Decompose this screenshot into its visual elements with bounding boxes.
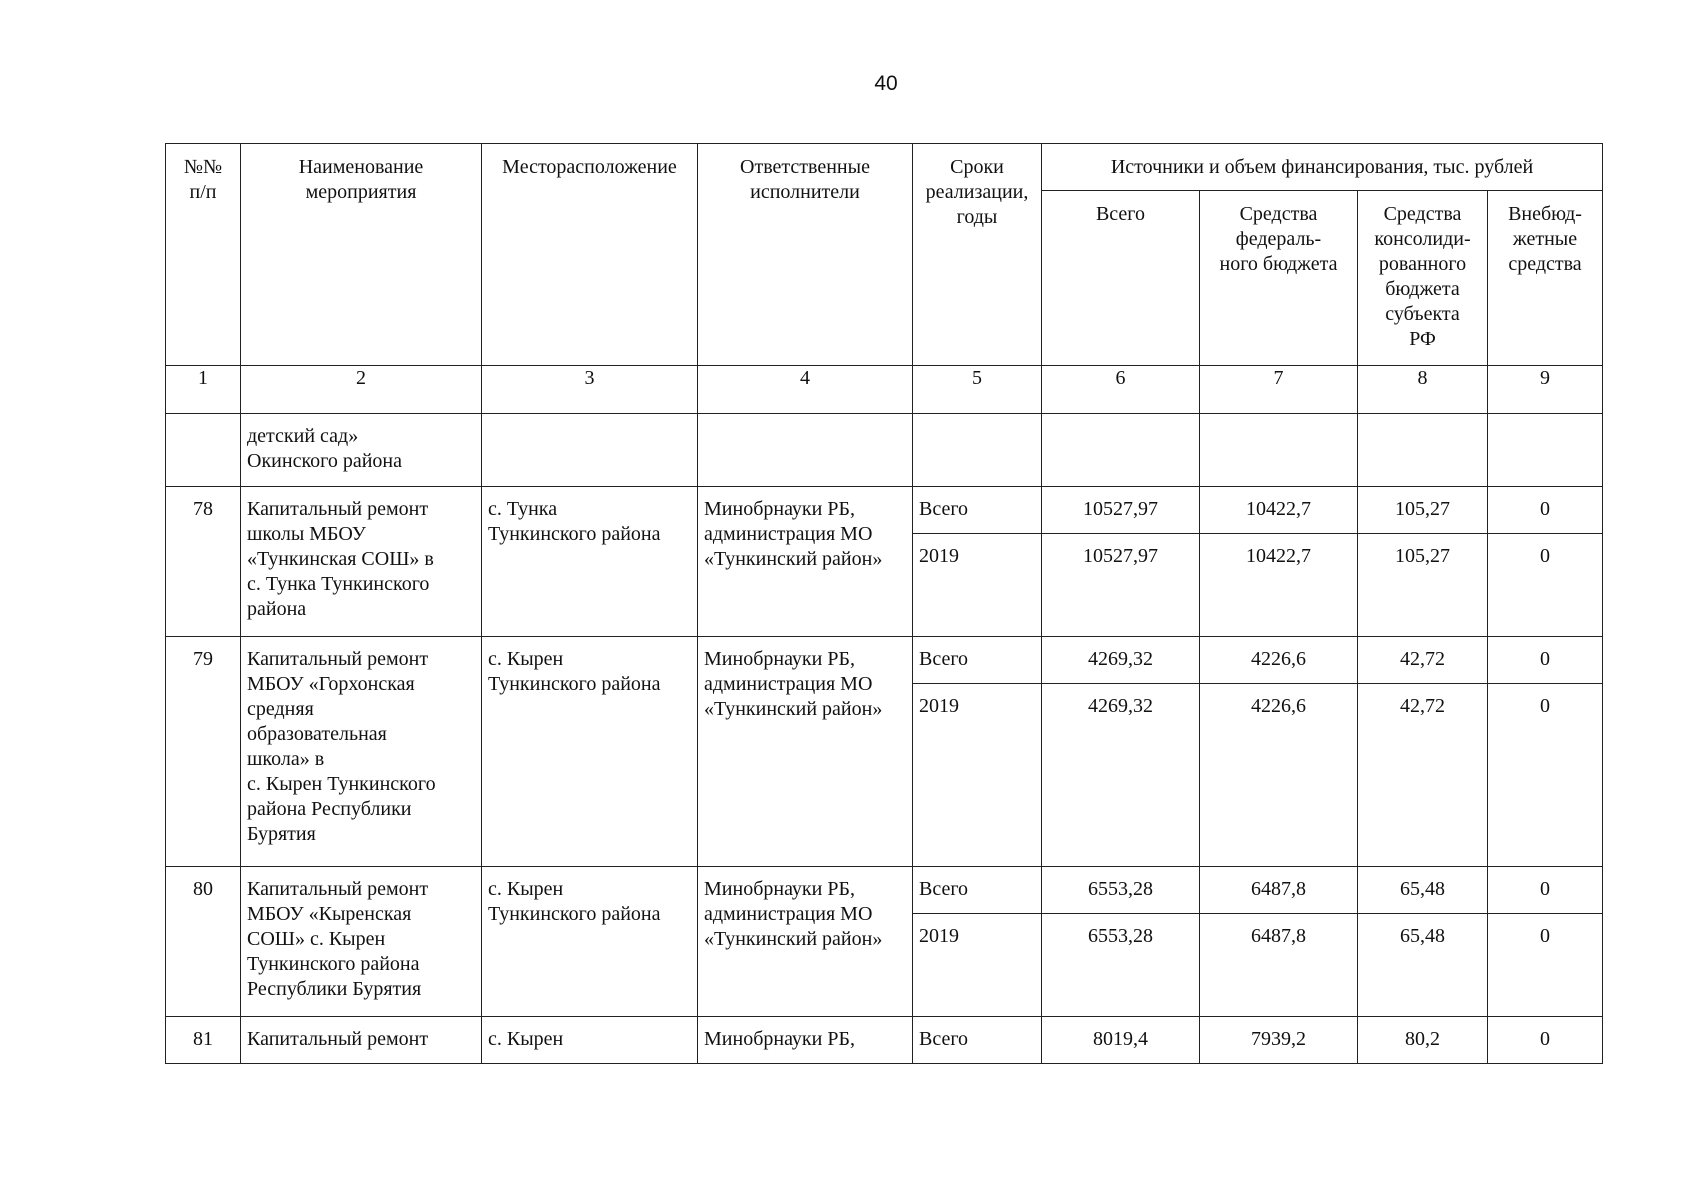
- text-line: Капитальный ремонт: [247, 648, 429, 670]
- text-line: Республики Бурятия: [247, 978, 422, 1000]
- column-number: 4: [698, 366, 913, 414]
- header-number: [166, 144, 241, 366]
- text-line: детский сад»: [247, 425, 359, 447]
- text-line: администрация МО: [704, 673, 873, 695]
- column-number: 3: [482, 366, 698, 414]
- event-location: [482, 867, 698, 1017]
- extrabudget-cell: 0: [1488, 637, 1603, 684]
- header-location: [482, 144, 698, 366]
- column-numbers-row: [166, 366, 1603, 414]
- text-line: с. Кырен: [488, 878, 564, 900]
- row-number: 78: [166, 487, 241, 637]
- event-executors: [698, 867, 913, 1017]
- text-line: «Тункинский район»: [704, 698, 883, 720]
- text-line: Бурятия: [247, 823, 316, 845]
- cell-empty: [1358, 414, 1488, 487]
- period-cell: 2019: [913, 534, 1042, 637]
- column-number: 1: [166, 366, 241, 414]
- total-cell: 8019,4: [1042, 1017, 1200, 1064]
- total-cell: 4269,32: [1042, 637, 1200, 684]
- cell-empty: [1488, 414, 1603, 487]
- event-executors: [698, 637, 913, 867]
- cell-empty: [1200, 414, 1358, 487]
- extrabudget-cell: 0: [1488, 1017, 1603, 1064]
- column-number: 8: [1358, 366, 1488, 414]
- text-line: Минобрнауки РБ,: [704, 878, 855, 900]
- text-line: средняя: [247, 698, 314, 720]
- text-line: Минобрнауки РБ,: [704, 498, 855, 520]
- header-total: [1042, 191, 1200, 366]
- text-line: Минобрнауки РБ,: [704, 1028, 855, 1050]
- text-line: «Тункинский район»: [704, 928, 883, 950]
- regional-cell: 65,48: [1358, 867, 1488, 914]
- text-line: субъекта: [1385, 303, 1460, 325]
- cell-empty: [913, 414, 1042, 487]
- regional-cell: 65,48: [1358, 914, 1488, 1017]
- extrabudget-cell: 0: [1488, 534, 1603, 637]
- column-number: 6: [1042, 366, 1200, 414]
- text-line: п/п: [189, 181, 217, 203]
- column-number: 7: [1200, 366, 1358, 414]
- text-line: Ответственные: [740, 156, 870, 178]
- event-executors: [698, 1017, 913, 1064]
- table-row: [166, 867, 1603, 914]
- text-line: Наименование: [298, 156, 424, 178]
- text-line: администрация МО: [704, 523, 873, 545]
- total-cell: 6553,28: [1042, 867, 1200, 914]
- text-line: мероприятия: [305, 181, 417, 203]
- header-financing-group: Источники и объем финансирования, тыс. рублей: [1042, 144, 1603, 191]
- event-location: [482, 637, 698, 867]
- column-number: 2: [241, 366, 482, 414]
- text-line: Капитальный ремонт: [247, 878, 429, 900]
- text-line: Месторасположение: [502, 156, 677, 178]
- text-line: Минобрнауки РБ,: [704, 648, 855, 670]
- federal-cell: 10422,7: [1200, 487, 1358, 534]
- federal-cell: 6487,8: [1200, 914, 1358, 1017]
- extrabudget-cell: 0: [1488, 487, 1603, 534]
- text-line: «Тункинский район»: [704, 548, 883, 570]
- period-cell: Всего: [913, 867, 1042, 914]
- row-number: 81: [166, 1017, 241, 1064]
- text-line: образовательная: [247, 723, 387, 745]
- financing-table: [165, 143, 1603, 1064]
- total-cell: 10527,97: [1042, 534, 1200, 637]
- table-row: [166, 487, 1603, 534]
- text-line: консолиди-: [1374, 228, 1471, 250]
- text-line: Средства: [1383, 203, 1462, 225]
- federal-cell: 10422,7: [1200, 534, 1358, 637]
- event-location: [482, 487, 698, 637]
- event-name: [241, 637, 482, 867]
- header-extrabudget: [1488, 191, 1603, 366]
- extrabudget-cell: 0: [1488, 684, 1603, 867]
- text-line: исполнители: [750, 181, 860, 203]
- text-line: Тункинского района: [488, 903, 661, 925]
- text-line: «Тункинская СОШ» в: [247, 548, 434, 570]
- total-cell: 4269,32: [1042, 684, 1200, 867]
- header-period: [913, 144, 1042, 366]
- text-line: Тункинского района: [488, 523, 661, 545]
- text-line: МБОУ «Горхонская: [247, 673, 415, 695]
- regional-cell: 42,72: [1358, 684, 1488, 867]
- text-line: с. Тунка: [488, 498, 558, 520]
- column-number: 9: [1488, 366, 1603, 414]
- text-line: Тункинского района: [247, 953, 420, 975]
- table-row: [166, 637, 1603, 684]
- period-cell: Всего: [913, 637, 1042, 684]
- cell-empty: [166, 414, 241, 487]
- text-line: МБОУ «Кыренская: [247, 903, 412, 925]
- event-name: [241, 867, 482, 1017]
- cell-empty: [698, 414, 913, 487]
- text-line: жетные: [1512, 228, 1578, 250]
- text-line: с. Тунка Тункинского: [247, 573, 430, 595]
- federal-cell: 7939,2: [1200, 1017, 1358, 1064]
- header-executors: [698, 144, 913, 366]
- period-cell: 2019: [913, 914, 1042, 1017]
- continuation-row: [166, 414, 1603, 487]
- regional-cell: 105,27: [1358, 487, 1488, 534]
- text-line: Окинского района: [247, 450, 403, 472]
- total-cell: 6553,28: [1042, 914, 1200, 1017]
- period-cell: Всего: [913, 487, 1042, 534]
- regional-cell: 42,72: [1358, 637, 1488, 684]
- text-line: Сроки: [950, 156, 1004, 178]
- table-row: [166, 1017, 1603, 1064]
- text-line: РФ: [1409, 328, 1436, 350]
- header-name: [241, 144, 482, 366]
- text-line: с. Кырен: [488, 1028, 564, 1050]
- event-executors: [698, 487, 913, 637]
- cell-empty: [1042, 414, 1200, 487]
- cell-empty: [482, 414, 698, 487]
- regional-cell: 80,2: [1358, 1017, 1488, 1064]
- row-number: 79: [166, 637, 241, 867]
- period-cell: 2019: [913, 684, 1042, 867]
- text-line: района Республики: [247, 798, 412, 820]
- federal-cell: 6487,8: [1200, 867, 1358, 914]
- text-line: Всего: [1095, 203, 1146, 225]
- text-line: ного бюджета: [1219, 253, 1338, 275]
- text-line: школы МБОУ: [247, 523, 366, 545]
- period-cell: Всего: [913, 1017, 1042, 1064]
- page-number: 40: [874, 72, 898, 95]
- text-line: Внебюд-: [1508, 203, 1582, 225]
- text-line: средства: [1508, 253, 1582, 275]
- text-line: федераль-: [1235, 228, 1322, 250]
- federal-cell: 4226,6: [1200, 637, 1358, 684]
- text-line: района: [247, 598, 307, 620]
- extrabudget-cell: 0: [1488, 867, 1603, 914]
- header-federal: [1200, 191, 1358, 366]
- column-number: 5: [913, 366, 1042, 414]
- event-name: [241, 487, 482, 637]
- header-regional: [1358, 191, 1488, 366]
- federal-cell: 4226,6: [1200, 684, 1358, 867]
- text-line: реализации,: [925, 181, 1029, 203]
- text-line: с. Кырен Тункинского: [247, 773, 436, 795]
- text-line: годы: [956, 206, 998, 228]
- event-location: [482, 1017, 698, 1064]
- extrabudget-cell: 0: [1488, 914, 1603, 1017]
- table-body: [166, 144, 1603, 1064]
- text-line: Тункинского района: [488, 673, 661, 695]
- event-name: [241, 1017, 482, 1064]
- text-line: администрация МО: [704, 903, 873, 925]
- regional-cell: 105,27: [1358, 534, 1488, 637]
- text-line: школа» в: [247, 748, 325, 770]
- total-cell: 10527,97: [1042, 487, 1200, 534]
- continuation-name: [241, 414, 482, 487]
- text-line: Средства: [1239, 203, 1318, 225]
- text-line: Капитальный ремонт: [247, 498, 429, 520]
- row-number: 80: [166, 867, 241, 1017]
- text-line: бюджета: [1385, 278, 1460, 300]
- text-line: Капитальный ремонт: [247, 1028, 429, 1050]
- text-line: №№: [183, 156, 223, 178]
- text-line: рованного: [1378, 253, 1467, 275]
- text-line: с. Кырен: [488, 648, 564, 670]
- text-line: СОШ» с. Кырен: [247, 928, 386, 950]
